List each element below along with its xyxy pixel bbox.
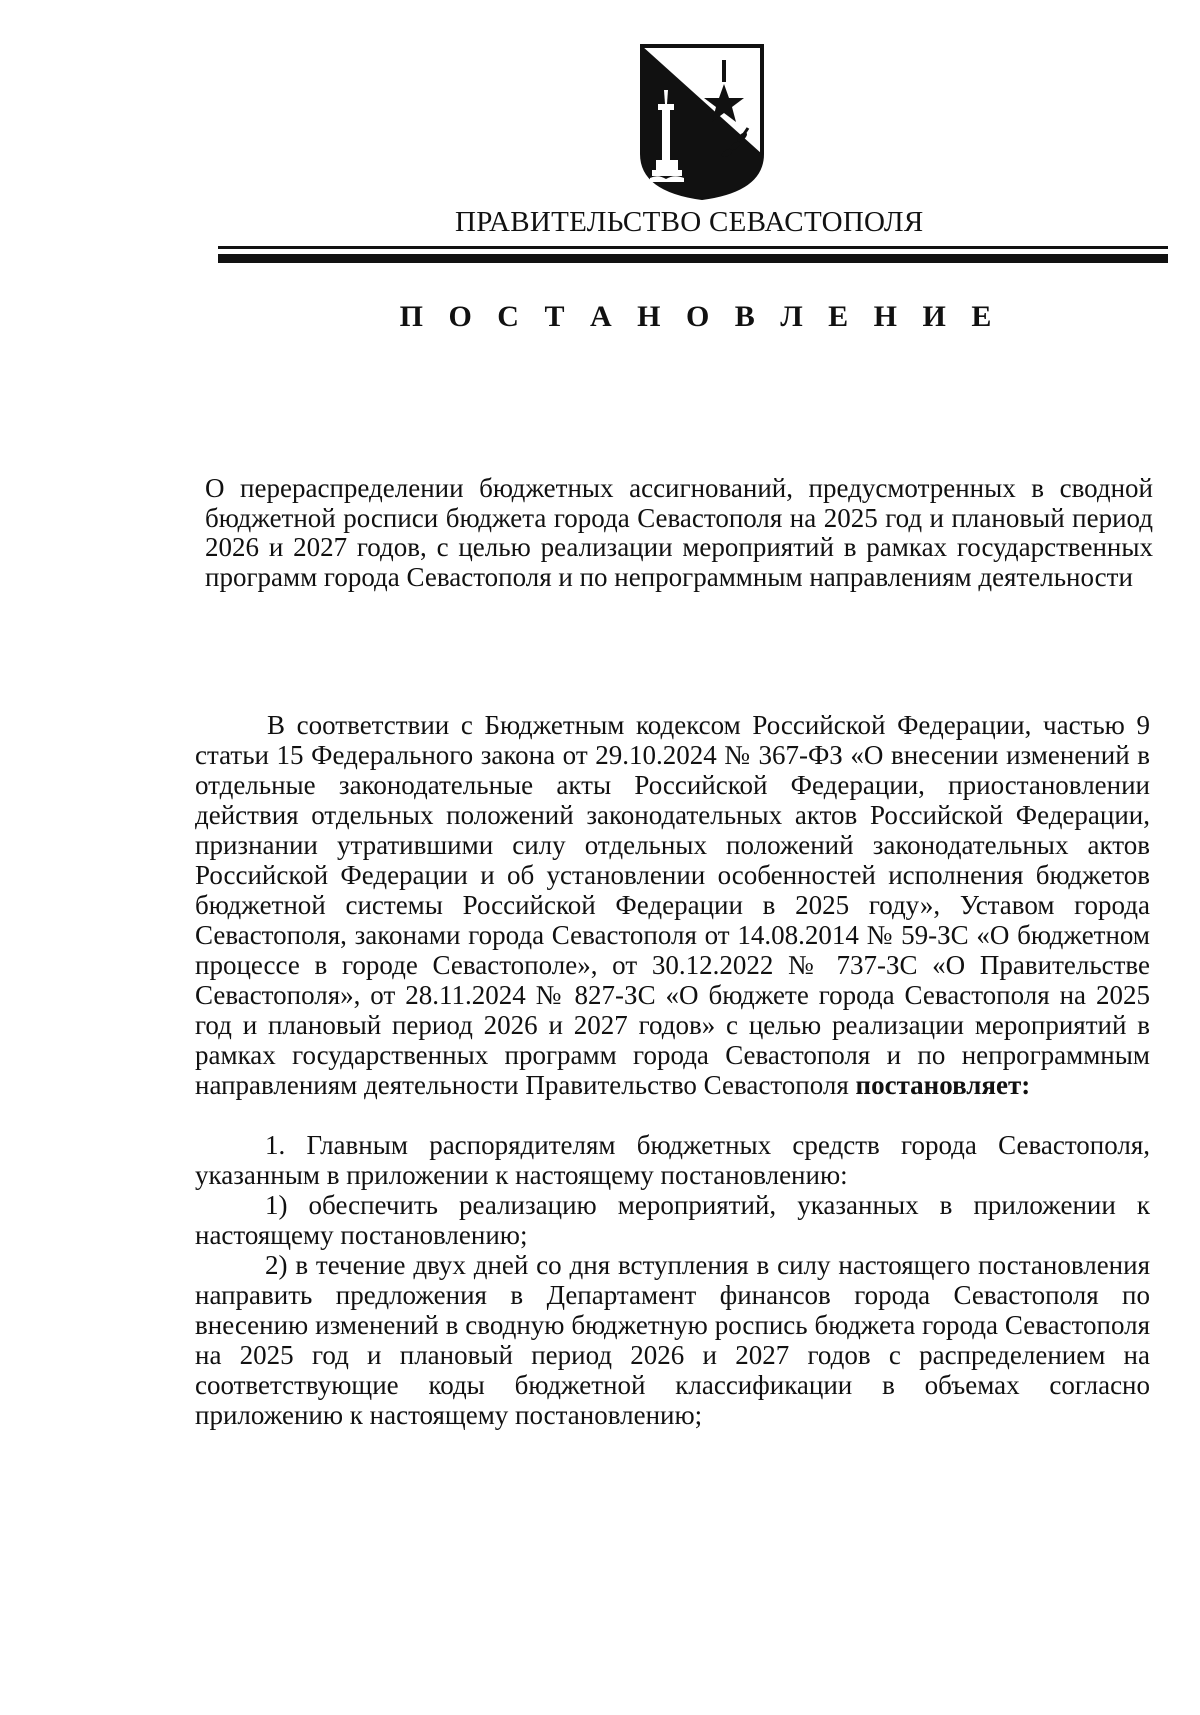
government-name: ПРАВИТЕЛЬСТВО СЕВАСТОПОЛЯ xyxy=(455,206,924,238)
resolves-keyword: постановляет: xyxy=(855,1070,1031,1100)
document-subject: О перераспределении бюджетных ассигнований, предусмотренных в сводной бюджетной росписи бюджета города Севастополя на 2025 год и плановый период 2026 и 2027 годов, с целью реализации мероприятий в рамках государственных программ города Севастополя и по непрограммным направлениям деятельности xyxy=(205,473,1153,592)
clause-1: 1. Главным распорядителям бюджетных средств города Севастополя, указанным в приложении к настоящему постановлению: xyxy=(195,1130,1150,1190)
sevastopol-coat-of-arms-icon xyxy=(638,42,766,200)
header-rule-thin xyxy=(218,246,1168,249)
document-type-title: П О С Т А Н О В Л Е Н И Е xyxy=(399,300,1001,333)
clause-1-2: 2) в течение двух дней со дня вступления в силу настоящего постановления направить предложения в Департамент финансов города Севастополя по внесению изменений в сводную бюджетную роспись бюджета города Севастополя на 2025 год и плановый период 2026 и 2027 годов с распределением на соответствующие коды бюджетной классификации в объемах согласно приложению к настоящему постановлению; xyxy=(195,1250,1150,1430)
preamble-paragraph xyxy=(195,710,1150,1100)
header-rule-thick xyxy=(218,254,1168,263)
preamble-text: В соответствии с Бюджетным кодексом Российской Федерации, частью 9 статьи 15 Федерального закона от 29.10.2024 № 367-ФЗ «О внесении изменений в отдельные законодательные акты Российской Федерации, приостановлении действия отдельных положений законодательных актов Российской Федерации, признании утратившими силу отдельных положений законодательных актов Российской Федерации и об установлении особенностей исполнения бюджетов бюджетной системы Российской Федерации в 2025 году», Уставом города Севастополя, законами города Севастополя от 14.08.2014 № 59-ЗС «О бюджетном процессе в городе Севастополе», от 30.12.2022 № 737-ЗС «О Правительстве Севастополя», от 28.11.2024 № 827-ЗС «О бюджете города Севастополя на 2025 год и плановый период 2026 и 2027 годов» с целью реализации мероприятий в рамках государственных программ города Севастополя и по непрограммным направлениям деятельности Правительство Севастополя xyxy=(195,710,1150,1100)
document-body xyxy=(195,710,1150,1430)
clause-1-1: 1) обеспечить реализацию мероприятий, указанных в приложении к настоящему постановлению; xyxy=(195,1190,1150,1250)
